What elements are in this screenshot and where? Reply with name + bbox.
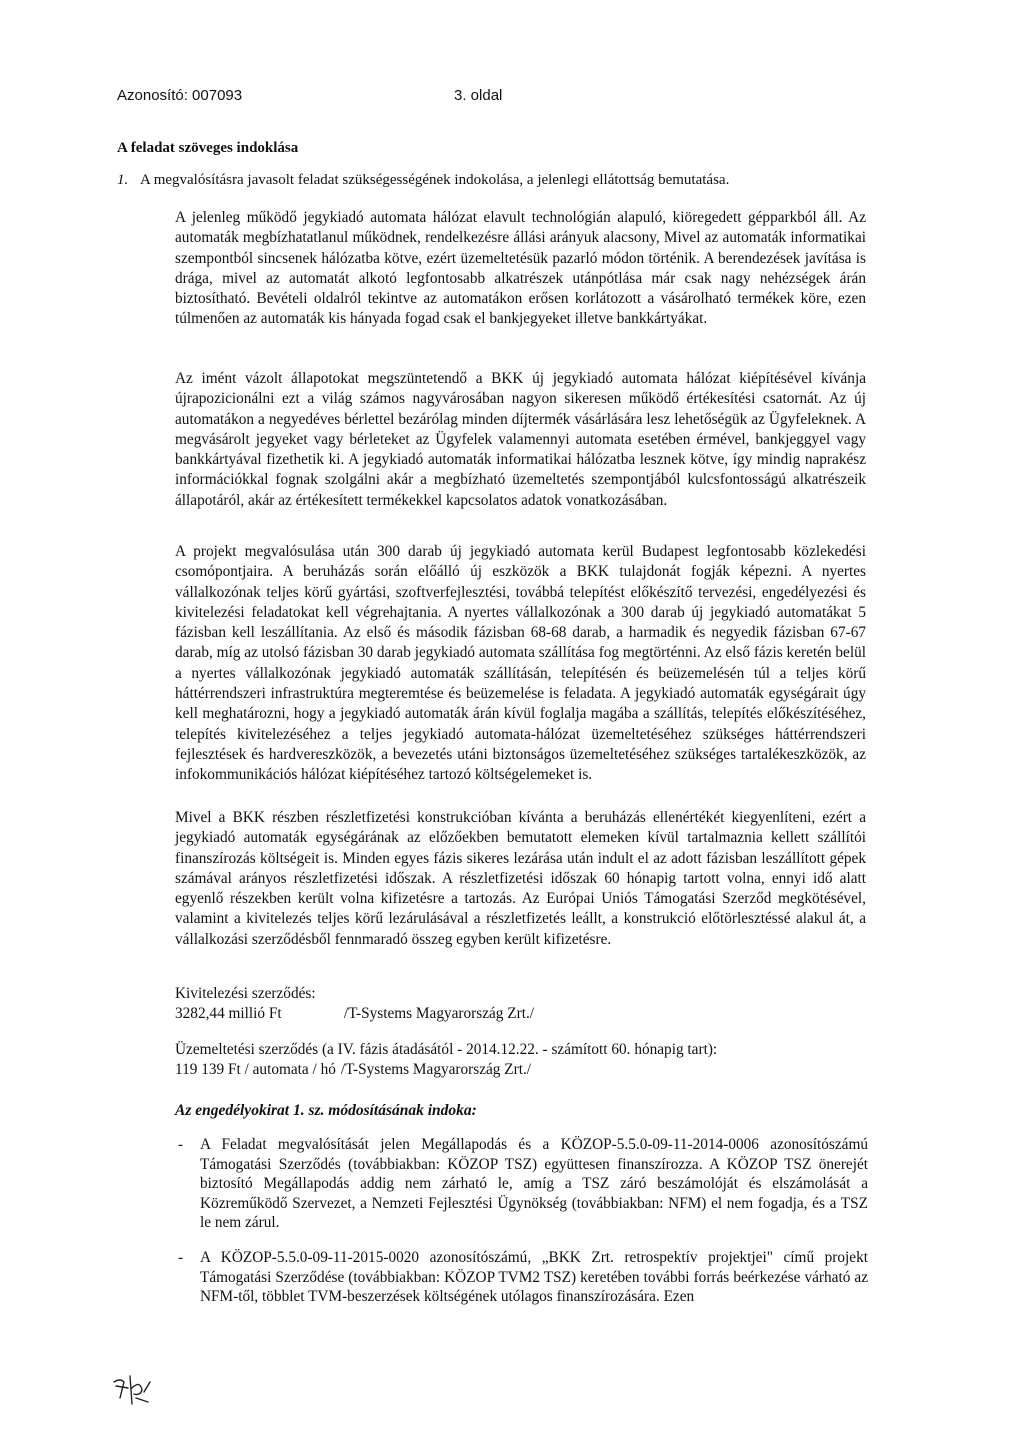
- question-number: 1.: [117, 172, 129, 188]
- list-item: [178, 1135, 868, 1233]
- bullet-dash: -: [178, 1136, 184, 1153]
- amendment-title: Az engedélyokirat 1. sz. módosításának indoka:: [175, 1102, 477, 1119]
- operation-party: /T-Systems Magyarország Zrt./: [340, 1061, 532, 1078]
- paragraph-2: Az imént vázolt állapotokat megszüntetendő a BKK új jegykiadó automata hálózat kiépítésével kívánja újrapozicionálni ezt a világ számos nagyvárosában nagyon sikeresen működő értékesítési csatornát. Az új automatákon a negyedéves bérlettel bezárólag minden díjtermék vásárlására lesz lehetőségük az Ügyfeleknek. A megvásárolt jegyeket vagy bérleteket az Ügyfelek valamennyi automata esetében érmével, bankjeggyel vagy bankkártyával fizethetik ki. A jegykiadó automaták informatikai hálózatba lesznek kötve, így mindig naprakész információkkal fognak szolgálni akár a megbízható üzemeltetés szempontjából kulcsfontosságú alkatrészeik állapotáról, akár az értékesített termékekkel kapcsolatos adatok vonatkozásában.: [175, 370, 866, 509]
- paragraph-3: A projekt megvalósulása után 300 darab új jegykiadó automata kerül Budapest legfontosabb közlekedési csomópontjaira. A beruházás során előálló új eszközök a BKK tulajdonát fogják képezni. A nyertes vállalkozónak teljes körű gyártási, szoftverfejlesztési, továbbá telepítést előkészítő tervezési, engedélyezési és kivitelezési feladatokat kell végrehajtania. A nyertes vállalkozónak a 300 darab új jegykiadó automatákat 5 fázisban kell leszállítania. Az első és második fázisban 68-68 darab, a harmadik és negyedik fázisban 67-67 darab, míg az utolsó fázisban 30 darab jegykiadó automata szállítása fog megtörténni. Az első fázis keretén belül a nyertes vállalkozónak jegykiadó automaták szállításán, telepítésén és beüzemelésén túl a teljes körű háttérrendszeri infrastruktúra megteremtése és beüzemelése is feladata. A jegykiadó automaták egységárait úgy kell meghatározni, hogy a jegykiadó automaták árán kívül foglalja magába a szállítás, telepítés előkészítéséhez, telepítés kivitelezéséhez a teljes jegykiadó automata-hálózat üzemeltetéséhez szükséges háttérrendszeri fejlesztések és hardvereszközök, a bevezetés utáni biztonságos üzemeltetéséhez szükséges tartalékeszközök, az infokommunikációs hálózat kiépítéséhez tartozó költségelemeket is.: [175, 543, 866, 784]
- list-item: [178, 1248, 868, 1307]
- list-item-text: A Feladat megvalósítását jelen Megállapodás és a KÖZOP-5.5.0-09-11-2014-0006 azonosítószámú Támogatási Szerződés (továbbiakban: KÖZOP TSZ) együttesen finanszírozza. A KÖZOP TSZ önerejét biztosító Megállapodás addig nem zárható le, amíg a TSZ záró beszámolóját és elszámolását a Közreműködő Szervezet, a Nemzeti Fejlesztési Ügynökség (továbbiakban: NFM) el nem fogadja, és a TSZ le nem zárul.: [200, 1136, 868, 1231]
- paragraph-1: A jelenleg működő jegykiadó automata hálózat elavult technológián alapuló, kiöregedett gépparkból áll. Az automaták megbízhatatlanul működnek, rendelkezésre állási arányuk alacsony, Mivel az automaták informatikai szempontból sincsenek hálózatba kötve, ezért üzemeltetésük pazarló módon történik. A berendezések javítása is drága, mivel az automatát alkotó legfontosabb alkatrészek utánpótlása már csak nagy nehézségek árán biztosítható. Bevételi oldalról tekintve az automatákon erősen korlátozott a vásárolható termékek köre, ezen túlmenően az automaták kis hányada fogad csak el bankjegyeket illetve bankkártyákat.: [175, 209, 866, 328]
- operation-title: Üzemeltetési szerződés (a IV. fázis átadásától - 2014.12.22. - számított 60. hónapig tart):: [175, 1041, 718, 1058]
- handwritten-initials: [110, 1368, 154, 1408]
- construction-contract: [175, 984, 534, 1024]
- paragraph-4: Mivel a BKK részben részletfizetési konstrukcióban kívánta a beruházás ellenértékét kiegyenlíteni, ezért a jegykiadó automaták egységárának az előzőekben bemutatott elemeken kívül tartalmaznia kellett szállítói finanszírozás költségeit is. Minden egyes fázis sikeres lezárása után indult el az adott fázisban leszállított gépek számával arányos részletfizetési időszak. A részletfizetési időszak 60 hónapig tartott volna, ennyi idő alatt egyenlő részekben került volna kifizetésre a tartozás. Az Európai Uniós Támogatási Szerződ megkötésével, valamint a kivitelezés teljes körű lezárulásával a részletfizetés leállt, a konstrukció előtörlesztéssé alakul át, a vállalkozási szerződésből fennmaradó összeg egyben került kifizetésre.: [175, 809, 866, 948]
- operation-contract: [175, 1040, 717, 1080]
- operation-amount: 119 139 Ft / automata / hó: [175, 1061, 336, 1078]
- construction-party: /T-Systems Magyarország Zrt./: [343, 1005, 535, 1022]
- list-item-text: A KÖZOP-5.5.0-09-11-2015-0020 azonosítószámú, „BKK Zrt. retrospektív projektjei" című projekt Támogatási Szerződése (továbbiakban: KÖZOP TVM2 TSZ) keretében további forrás beérkezése várható az NFM-től, többlet TVM-beszerzések költségének utólagos finanszírozására. Ezen: [200, 1249, 868, 1305]
- bullet-dash: -: [178, 1249, 184, 1266]
- question-text: A megvalósításra javasolt feladat szükségességének indokolása, a jelenlegi ellátottság bemutatása.: [139, 172, 730, 188]
- construction-title: Kivitelezési szerződés:: [175, 985, 316, 1002]
- page-number: 3. oldal: [454, 87, 503, 104]
- section-title: A feladat szöveges indoklása: [117, 140, 299, 156]
- document-id: Azonosító: 007093: [117, 87, 243, 104]
- question: [117, 172, 729, 189]
- construction-amount: 3282,44 millió Ft: [175, 1005, 282, 1022]
